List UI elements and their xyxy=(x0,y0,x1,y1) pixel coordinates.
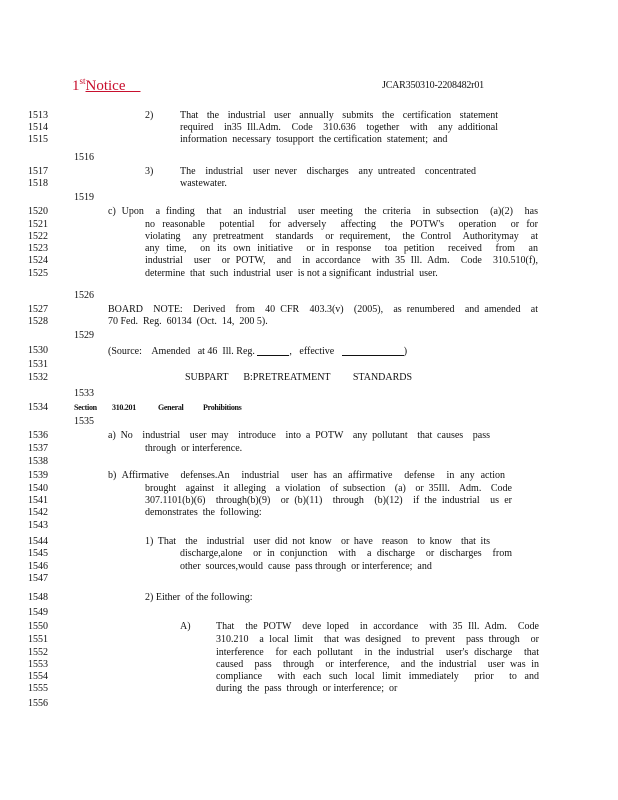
item-marker: A) xyxy=(180,621,191,632)
line-number: 1524 xyxy=(28,255,48,266)
subpart-heading: SUBPART B:PRETREATMENT STANDARDS xyxy=(185,372,413,383)
line-number: 1526 xyxy=(74,290,94,301)
line-number: 1536 xyxy=(28,430,48,441)
subsection-b2a-line: during the pass through or interference; or xyxy=(216,683,398,694)
line-number: 1541 xyxy=(28,495,48,506)
subsection-b-line: brought against it alleging a violation of subsection (a) or 35Ill. Adm. Code xyxy=(145,483,512,494)
line-number: 1535 xyxy=(74,416,94,427)
item-marker: 3) xyxy=(145,166,154,177)
line-number: 1534 xyxy=(28,402,48,413)
subsection-b1-line: discharge,alone or in conjunction with a discharge or discharges from xyxy=(180,548,512,559)
line-number: 1540 xyxy=(28,483,48,494)
line-number: 1520 xyxy=(28,206,48,217)
section-heading: 310.201 xyxy=(112,403,136,412)
subsection-b2a-line: 310.210 a local limit that was designed to prevent pass through or xyxy=(216,634,539,645)
text-line: required in35 Ill.Adm. Code 310.636 together with any additional xyxy=(180,122,498,133)
line-number: 1547 xyxy=(28,573,48,584)
blank-field xyxy=(257,345,289,356)
notice-label: 1stNotice xyxy=(72,76,141,94)
subsection-b-line: demonstrates the following: xyxy=(145,507,262,518)
line-number: 1554 xyxy=(28,671,48,682)
subsection-a-line: a) No industrial user may introduce into a POTW any pollutant that causes pass xyxy=(108,430,490,441)
subsection-c-line: no reasonable potential for adversely affecting the POTW's operation or for xyxy=(145,219,538,230)
text-line: That the industrial user annually submits the certification statement xyxy=(180,110,498,121)
board-note-line: 70 Fed. Reg. 60134 (Oct. 14, 200 5). xyxy=(108,316,268,327)
text-line: The industrial user never discharges any untreated concentrated xyxy=(180,166,476,177)
item-marker: 2) xyxy=(145,110,154,121)
subsection-b2a-line: compliance with each such local limit immediately prior to and xyxy=(216,671,539,682)
line-number: 1552 xyxy=(28,647,48,658)
line-number: 1527 xyxy=(28,304,48,315)
line-number: 1556 xyxy=(28,698,48,709)
line-number: 1543 xyxy=(28,520,48,531)
line-number: 1521 xyxy=(28,219,48,230)
line-number: 1530 xyxy=(28,345,48,356)
line-number: 1538 xyxy=(28,456,48,467)
section-heading: General xyxy=(158,403,184,412)
line-number: 1551 xyxy=(28,634,48,645)
text-line: information necessary tosupport the certification statement; and xyxy=(180,134,448,145)
subsection-c-line: violating any pretreatment standards or requirement, the Control Authoritymay at xyxy=(145,231,538,242)
text-line: wastewater. xyxy=(180,178,227,189)
line-number: 1544 xyxy=(28,536,48,547)
blank-field xyxy=(342,345,404,356)
subsection-c-line: determine that such industrial user is not a significant industrial user. xyxy=(145,268,438,279)
line-number: 1514 xyxy=(28,122,48,133)
line-number: 1522 xyxy=(28,231,48,242)
line-number: 1553 xyxy=(28,659,48,670)
line-number: 1513 xyxy=(28,110,48,121)
subsection-b2a-line: caused pass through or interference, and the industrial user was in xyxy=(216,659,539,670)
line-number: 1519 xyxy=(74,192,94,203)
line-number: 1548 xyxy=(28,592,48,603)
line-number: 1516 xyxy=(74,152,94,163)
line-number: 1545 xyxy=(28,548,48,559)
section-heading: Section xyxy=(74,403,97,412)
line-number: 1525 xyxy=(28,268,48,279)
line-number: 1517 xyxy=(28,166,48,177)
line-number: 1528 xyxy=(28,316,48,327)
line-number: 1533 xyxy=(74,388,94,399)
subsection-b-line: 307.1101(b)(6) through(b)(9) or (b)(11) through (b)(12) if the industrial us er xyxy=(145,495,512,506)
line-number: 1542 xyxy=(28,507,48,518)
line-number: 1529 xyxy=(74,330,94,341)
subsection-c-line: any time, on its own initiative or in response toa petition received from an xyxy=(145,243,538,254)
line-number: 1532 xyxy=(28,372,48,383)
board-note-line: BOARD NOTE: Derived from 40 CFR 403.3(v) (2005), as renumbered and amended at xyxy=(108,304,538,315)
line-number: 1537 xyxy=(28,443,48,454)
line-number: 1546 xyxy=(28,561,48,572)
source-note: (Source: Amended at 46 Ill. Reg. , effective ) xyxy=(108,346,408,357)
subsection-a-line: through or interference. xyxy=(145,443,243,454)
line-number: 1515 xyxy=(28,134,48,145)
line-number: 1550 xyxy=(28,621,48,632)
document-id: JCAR350310-2208482r01 xyxy=(382,80,484,91)
subsection-c-line: c) Upon a finding that an industrial user meeting the criteria in subsection (a)(2) has xyxy=(108,206,538,217)
subsection-b-line: b) Affirmative defenses.An industrial user has an affirmative defense in any action xyxy=(108,470,505,481)
subsection-b1-line: 1) That the industrial user did not know or have reason to know that its xyxy=(145,536,490,547)
subsection-b2-line: 2) Either of the following: xyxy=(145,592,253,603)
line-number: 1523 xyxy=(28,243,48,254)
subsection-c-line: industrial user or POTW, and in accordance with 35 Ill. Adm. Code 310.510(f), xyxy=(145,255,538,266)
line-number: 1549 xyxy=(28,607,48,618)
subsection-b1-line: other sources,would cause pass through or interference; and xyxy=(180,561,432,572)
line-number: 1539 xyxy=(28,470,48,481)
subsection-b2a-line: interference for each pollutant in the industrial user's discharge that xyxy=(216,647,539,658)
line-number: 1531 xyxy=(28,359,48,370)
line-number: 1555 xyxy=(28,683,48,694)
subsection-b2a-line: That the POTW deve loped in accordance with 35 Ill. Adm. Code xyxy=(216,621,539,632)
line-number: 1518 xyxy=(28,178,48,189)
section-heading: Prohibitions xyxy=(203,403,242,412)
